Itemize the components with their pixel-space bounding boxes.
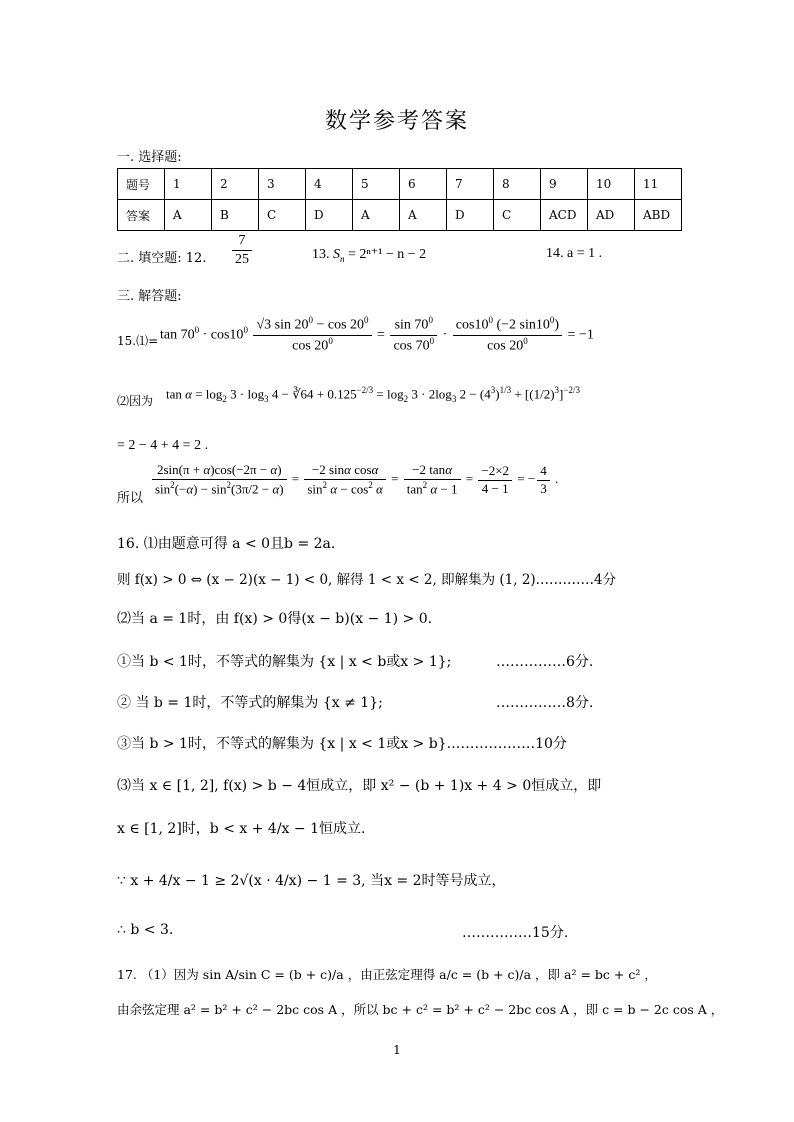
q16-line7: ⑶当 x ∈ [1, 2], f(x) > b − 4恒成立，即 x² − (b + 1)x + 4 > 0恒成立，即 <box>117 778 602 794</box>
table-row <box>118 169 682 200</box>
page-title: 数学参考答案 <box>324 109 469 134</box>
table-cell: ABD <box>635 200 682 231</box>
table-cell: 4 <box>306 169 353 200</box>
q15-part1-expression: $\tan 70^0 \cdot \cos 10^0$ $\frac{√3 \sin 20^0 - \cos 20^0}{\cos 20^0}$ = $\frac{\sin 70^0}{\cos 70^0}$ · $\frac{\cos 10^0 (-2 \sin 10^0)}{\cos 20^0}$ = −1 <box>160 315 594 354</box>
q15-part2-result: = 2 − 4 + 4 = 2 . <box>117 438 209 453</box>
table-cell: C <box>494 200 541 231</box>
q16-line10-score: ……………15分. <box>462 925 569 941</box>
q14-expr: a = 1 . <box>567 246 603 261</box>
table-cell: 10 <box>588 169 635 200</box>
table-cell: 8 <box>494 169 541 200</box>
table-cell: 5 <box>353 169 400 200</box>
table-cell: D <box>447 200 494 231</box>
q16-line5: ② 当 b = 1时，不等式的解集为 {x ≠ 1}; <box>117 695 383 711</box>
table-cell: B <box>212 200 259 231</box>
q14-label: 14. <box>546 246 564 261</box>
table-header-cell: 答案 <box>118 200 165 231</box>
table-cell: 7 <box>447 169 494 200</box>
table-cell: 9 <box>541 169 588 200</box>
table-cell: ACD <box>541 200 588 231</box>
q17-line1: 17. （1）因为 sin A/sin C = (b + c)/a ，由正弦定理得 a/c = (b + c)/a ，即 a² = bc + c² ， <box>117 967 657 982</box>
table-cell: 1 <box>165 169 212 200</box>
q13-answer: 13. $S_n = 2^{n+1} - n - 2$ <box>312 247 427 264</box>
q16-line10: ∴ b < 3. <box>117 922 174 938</box>
q14-answer <box>546 246 602 262</box>
table-cell: A <box>400 200 447 231</box>
q13-expr: = 2ⁿ⁺¹ − n − 2 <box>348 247 427 262</box>
q16-line4: ①当 b < 1时，不等式的解集为 {x | x < b或x > 1}; <box>117 654 452 670</box>
q12-answer <box>230 232 254 269</box>
fill-in-label: 二. 填空题: 12. <box>117 251 207 266</box>
q17-line2: 由余弦定理 a² = b² + c² − 2bc cos A ，所以 bc + c² = b² + c² − 2bc cos A ，即 c = b − 2c cos A ， <box>117 1002 724 1017</box>
table-cell: 11 <box>635 169 682 200</box>
q12-numerator: 7 <box>232 232 252 251</box>
table-cell: A <box>353 200 400 231</box>
q16-line2: 则 f(x) > 0 ⇔ (x − 2)(x − 1) < 0, 解得 1 < x < 2, 即解集为 (1, 2).…………4分 <box>117 572 617 588</box>
q15-so-label: 所以 <box>117 491 144 506</box>
answer-table <box>117 168 682 231</box>
q16-line1: 16. ⑴由题意可得 a < 0且b = 2a. <box>117 536 336 552</box>
table-cell: C <box>259 200 306 231</box>
q15-part2-label: ⑵因为 <box>117 394 154 408</box>
page-number: 1 <box>393 1043 401 1057</box>
table-cell: 6 <box>400 169 447 200</box>
table-cell: 2 <box>212 169 259 200</box>
q16-line9: ∵ x + 4/x − 1 ≥ 2√(x · 4/x) − 1 = 3, 当x = 2时等号成立， <box>117 873 506 889</box>
q16-line6: ③当 b > 1时，不等式的解集为 {x | x < 1或x > b}.………………10分 <box>117 736 567 752</box>
table-cell: AD <box>588 200 635 231</box>
table-cell: D <box>306 200 353 231</box>
q16-line3: ⑵当 a = 1时，由 f(x) > 0得(x − b)(x − 1) > 0. <box>117 611 433 627</box>
table-header-cell: 题号 <box>118 169 165 200</box>
q16-line5-score: ……………8分. <box>496 695 594 711</box>
q12-denominator: 25 <box>235 252 249 268</box>
section-choice-heading: 一. 选择题: <box>117 150 182 165</box>
table-cell: A <box>165 200 212 231</box>
table-cell: 3 <box>259 169 306 200</box>
q15-part2-expression: $\tan \alpha = \log_2 3 \cdot \log_3 4$ − ∛64 + $0.125^{-2/3} = \log_2 3 \cdot 2\log_3$ $2 - (4^3)^{1/3} + [(1/2)^3]^{-2/3}$ <box>166 385 580 404</box>
q15-part1-label: 15.⑴= <box>117 334 159 348</box>
table-row <box>118 200 682 231</box>
section-solution-heading: 三. 解答题: <box>117 289 182 304</box>
q13-label: 13. <box>312 247 330 262</box>
q16-line8: x ∈ [1, 2]时，b < x + 4/x − 1恒成立. <box>117 821 366 837</box>
q15-final-expression: $\frac{2\sin(\pi + \alpha)\cos(-2\pi - \alpha)}{\sin^2(-\alpha) - \sin^2(3\pi/2 - \alpha)}$ = $\frac{\text{−2 sinα cosα}}{\sin^2 \alpha - \cos^2 \alpha}$ = $\frac{-2 \tan\alpha}{\tan^2 \alpha - 1}$ = $\frac{-2\times 2}{4 - 1}$ = − $\frac{4}{3}$ . <box>150 462 558 498</box>
q16-line4-score: ……………6分. <box>496 654 594 670</box>
